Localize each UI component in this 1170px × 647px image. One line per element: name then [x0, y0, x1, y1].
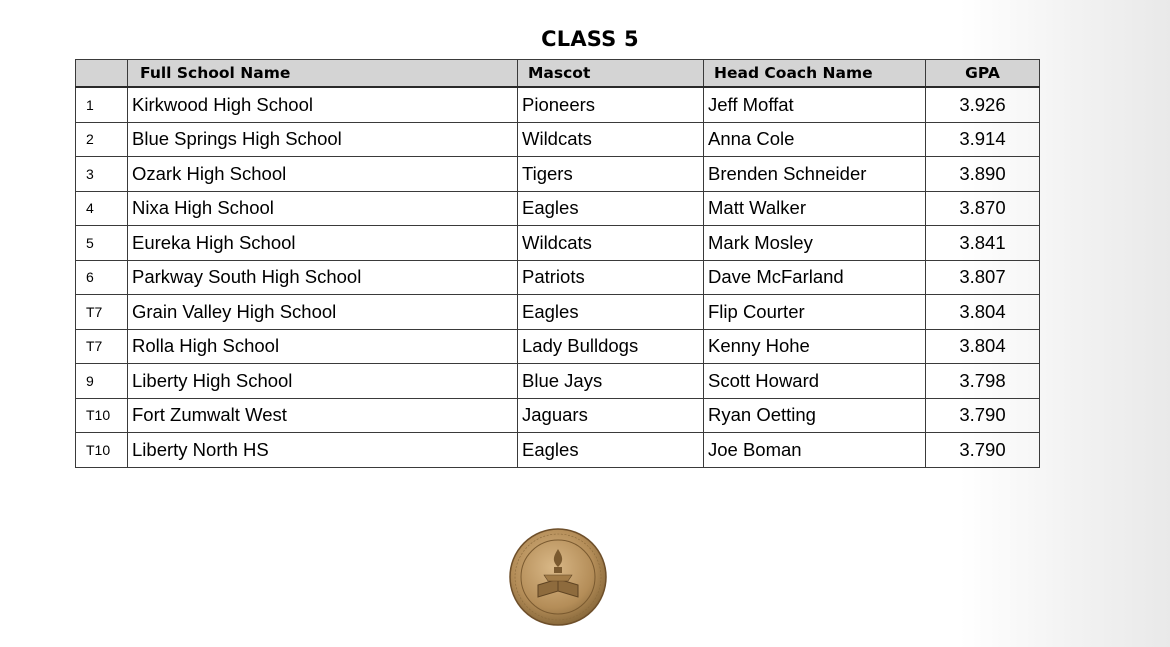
table-row	[76, 122, 1040, 157]
school-name-cell: Eureka High School	[128, 226, 518, 261]
gpa-cell: 3.790	[926, 433, 1040, 468]
gpa-cell: 3.804	[926, 295, 1040, 330]
rankings-table	[75, 59, 1040, 468]
rank-cell: 1	[76, 87, 128, 122]
honor-seal-icon	[508, 527, 608, 627]
gpa-cell: 3.807	[926, 260, 1040, 295]
gpa-cell: 3.804	[926, 329, 1040, 364]
school-name-cell: Fort Zumwalt West	[128, 398, 518, 433]
header-mascot: Mascot	[518, 60, 704, 88]
mascot-cell: Blue Jays	[518, 364, 704, 399]
rank-cell: 5	[76, 226, 128, 261]
header-rank	[76, 60, 128, 88]
mascot-cell: Patriots	[518, 260, 704, 295]
mascot-cell: Wildcats	[518, 226, 704, 261]
rank-cell: T7	[76, 295, 128, 330]
school-name-cell: Kirkwood High School	[128, 87, 518, 122]
head-coach-cell: Ryan Oetting	[704, 398, 926, 433]
school-name-cell: Ozark High School	[128, 157, 518, 192]
gpa-cell: 3.870	[926, 191, 1040, 226]
rank-cell: T10	[76, 433, 128, 468]
table-row	[76, 398, 1040, 433]
table-row	[76, 226, 1040, 261]
gpa-cell: 3.841	[926, 226, 1040, 261]
mascot-cell: Pioneers	[518, 87, 704, 122]
head-coach-cell: Scott Howard	[704, 364, 926, 399]
table-header-row	[76, 60, 1040, 88]
header-head-coach: Head Coach Name	[704, 60, 926, 88]
table-row	[76, 329, 1040, 364]
school-name-cell: Rolla High School	[128, 329, 518, 364]
rank-cell: 2	[76, 122, 128, 157]
head-coach-cell: Matt Walker	[704, 191, 926, 226]
rank-cell: 4	[76, 191, 128, 226]
gpa-cell: 3.914	[926, 122, 1040, 157]
rank-cell: T7	[76, 329, 128, 364]
mascot-cell: Eagles	[518, 433, 704, 468]
mascot-cell: Wildcats	[518, 122, 704, 157]
gpa-cell: 3.798	[926, 364, 1040, 399]
school-name-cell: Liberty North HS	[128, 433, 518, 468]
gpa-cell: 3.890	[926, 157, 1040, 192]
header-gpa: GPA	[926, 60, 1040, 88]
head-coach-cell: Jeff Moffat	[704, 87, 926, 122]
gpa-cell: 3.926	[926, 87, 1040, 122]
head-coach-cell: Kenny Hohe	[704, 329, 926, 364]
mascot-cell: Eagles	[518, 191, 704, 226]
school-name-cell: Nixa High School	[128, 191, 518, 226]
rank-cell: 3	[76, 157, 128, 192]
head-coach-cell: Brenden Schneider	[704, 157, 926, 192]
table-row	[76, 191, 1040, 226]
mascot-cell: Tigers	[518, 157, 704, 192]
school-name-cell: Blue Springs High School	[128, 122, 518, 157]
header-school-name: Full School Name	[128, 60, 518, 88]
school-name-cell: Liberty High School	[128, 364, 518, 399]
table-row	[76, 295, 1040, 330]
rank-cell: 6	[76, 260, 128, 295]
page-title: CLASS 5	[541, 27, 639, 51]
mascot-cell: Jaguars	[518, 398, 704, 433]
rank-cell: 9	[76, 364, 128, 399]
rank-cell: T10	[76, 398, 128, 433]
table-row	[76, 87, 1040, 122]
table-row	[76, 433, 1040, 468]
head-coach-cell: Mark Mosley	[704, 226, 926, 261]
head-coach-cell: Flip Courter	[704, 295, 926, 330]
table-row	[76, 157, 1040, 192]
table-row	[76, 364, 1040, 399]
head-coach-cell: Joe Boman	[704, 433, 926, 468]
mascot-cell: Eagles	[518, 295, 704, 330]
mascot-cell: Lady Bulldogs	[518, 329, 704, 364]
school-name-cell: Grain Valley High School	[128, 295, 518, 330]
head-coach-cell: Dave McFarland	[704, 260, 926, 295]
gpa-cell: 3.790	[926, 398, 1040, 433]
head-coach-cell: Anna Cole	[704, 122, 926, 157]
table-row	[76, 260, 1040, 295]
school-name-cell: Parkway South High School	[128, 260, 518, 295]
